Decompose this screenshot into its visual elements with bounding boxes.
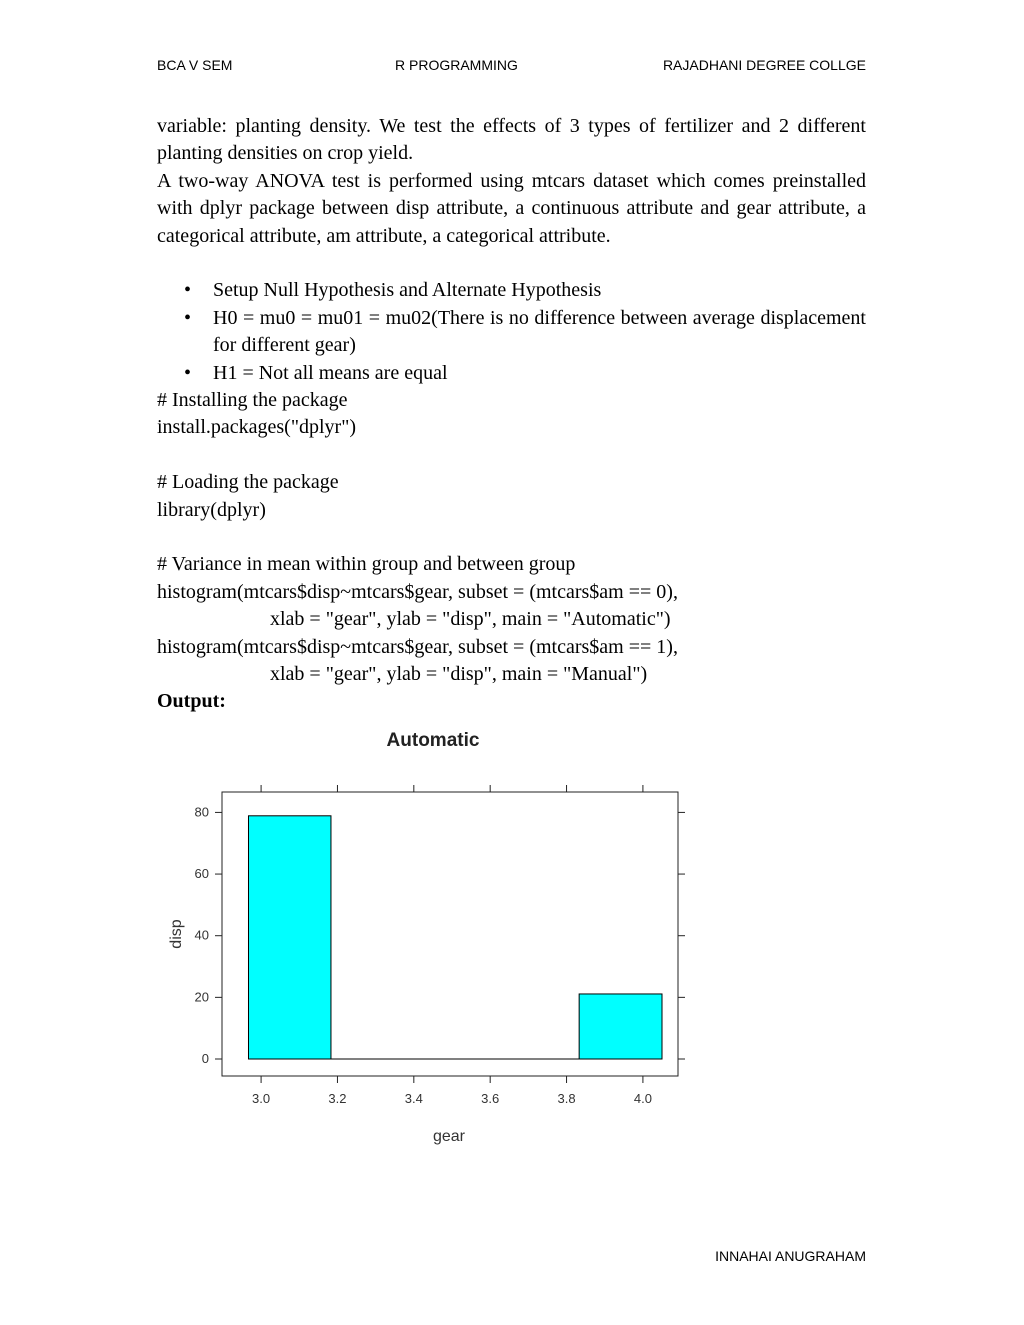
x-tick-label: 3.4 — [404, 1091, 423, 1106]
code-line: # Variance in mean within group and between group — [157, 553, 576, 576]
chart-title: Automatic — [386, 730, 480, 751]
header-course: BCA V SEM — [157, 57, 233, 73]
document-body — [157, 113, 866, 716]
y-tick-label: 60 — [194, 866, 209, 882]
code-line: install.packages("dplyr") — [157, 416, 357, 439]
code-line: histogram(mtcars$disp~mtcars$gear, subset = (mtcars$am == 0), — [157, 580, 678, 603]
code-line: # Installing the package — [157, 389, 348, 412]
histogram-bar — [579, 994, 662, 1059]
code-line: # Loading the package — [157, 471, 339, 494]
output-label: Output: — [157, 690, 226, 713]
list-item: • H1 = Not all means are equal — [157, 360, 866, 387]
code-line: histogram(mtcars$disp~mtcars$gear, subset = (mtcars$am == 1), — [157, 635, 678, 658]
x-tick-label: 4.0 — [633, 1091, 652, 1106]
histogram-bar — [248, 816, 330, 1059]
page-header — [157, 57, 866, 77]
histogram-chart — [157, 720, 717, 1160]
paragraph-intro: variable: planting density. We test the effects of 3 types of fertilizer and 2 different planting densities on crop yield. — [157, 115, 866, 165]
y-tick-label: 20 — [194, 989, 209, 1005]
paragraph-anova: A two-way ANOVA test is performed using mtcars dataset which comes preinstalled with dplyr package between disp attribute, a continuous attribute and gear attribute, a categorical attribute, am attribute, a categorical attribute. — [157, 169, 866, 247]
hypothesis-list — [157, 277, 866, 387]
header-college: RAJADHANI DEGREE COLLGE — [662, 57, 866, 73]
code-line: xlab = "gear", ylab = "disp", main = "Automatic") — [270, 608, 671, 631]
x-tick-label: 3.6 — [481, 1091, 500, 1106]
y-tick-label: 0 — [201, 1051, 209, 1066]
chart-svg — [157, 720, 717, 1160]
x-tick-label: 3.2 — [328, 1091, 347, 1106]
y-tick-label: 80 — [194, 804, 209, 820]
y-tick-label: 40 — [194, 927, 209, 943]
code-line: xlab = "gear", ylab = "disp", main = "Manual") — [270, 663, 648, 686]
list-item: • Setup Null Hypothesis and Alternate Hypothesis — [157, 277, 866, 304]
x-axis-label: gear — [432, 1128, 466, 1145]
y-axis-label: disp — [168, 919, 185, 949]
bars-group — [248, 816, 662, 1059]
x-tick-label: 3.8 — [557, 1091, 576, 1106]
header-subject: R PROGRAMMING — [395, 57, 518, 73]
code-line: library(dplyr) — [157, 498, 266, 521]
list-item: • H0 = mu0 = mu01 = mu02(There is no difference between average displacement for different gear) — [157, 305, 866, 360]
page-footer: INNAHAI ANUGRAHAM — [715, 1248, 866, 1264]
x-tick-label: 3.0 — [252, 1091, 271, 1106]
